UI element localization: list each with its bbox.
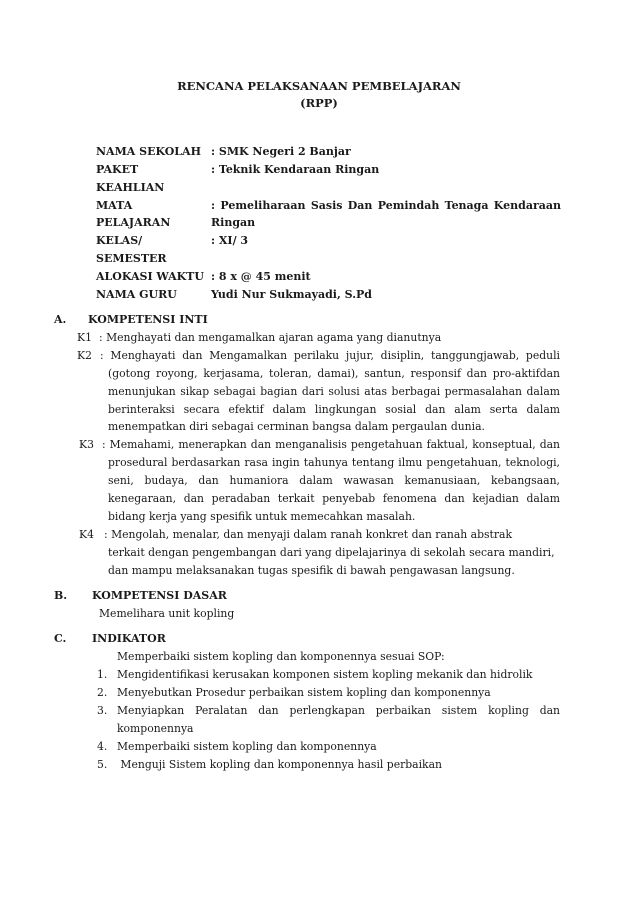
competency-text: (gotong royong, kerjasama, toleran, damai), santun, responsif dan pro-aktifdan [108, 367, 560, 380]
identity-value: : Pemeliharaan Sasis Dan Pemindah Tenaga Kendaraan [211, 199, 561, 212]
section-heading: KOMPETENSI DASAR [92, 589, 227, 602]
indicator-number: 2. [97, 686, 108, 699]
document-subtitle: (RPP) [300, 96, 338, 110]
indicator-text: komponennya [117, 722, 194, 735]
competency-code: K2 [77, 349, 92, 362]
identity-value: : Teknik Kendaraan Ringan [211, 163, 380, 176]
indicator-number: 1. [97, 668, 108, 681]
competency-text: kenegaraan, dan peradaban terkait penyebab fenomena dan kejadian dalam [108, 492, 560, 505]
identity-label: PAKET [96, 163, 139, 176]
competency-text: : Menghayati dan Mengamalkan perilaku jujur, disiplin, tanggungjawab, peduli [100, 349, 560, 362]
identity-label: SEMESTER [96, 252, 167, 265]
identity-label: ALOKASI WAKTU [96, 270, 204, 283]
indicator-number: 3. [97, 704, 108, 717]
section-letter: A. [54, 313, 67, 326]
indicator-text: Memperbaiki sistem kopling dan komponennya [117, 740, 377, 753]
identity-label: KELAS/ [96, 234, 143, 247]
competency-text: menempatkan diri sebagai cerminan bangsa dalam pergaulan dunia. [108, 420, 485, 433]
competency-text: : Mengolah, menalar, dan menyaji dalam ranah konkret dan ranah abstrak [104, 528, 513, 541]
identity-value: Yudi Nur Sukmayadi, S.Pd [211, 288, 372, 301]
competency-text: berinteraksi secara efektif dalam lingkungan sosial dan alam serta dalam [108, 403, 560, 416]
competency-text: : Memahami, menerapkan dan menganalisis pengetahuan faktual, konseptual, dan [102, 438, 560, 451]
indicator-intro: Memperbaiki sistem kopling dan komponennya sesuai SOP: [117, 650, 445, 663]
section-heading: INDIKATOR [92, 632, 166, 645]
section-letter: C. [54, 632, 67, 645]
competency-text: prosedural berdasarkan rasa ingin tahunya tentang ilmu pengetahuan, teknologi, [108, 456, 560, 469]
indicator-text: Menguji Sistem kopling dan komponennya hasil perbaikan [117, 758, 442, 771]
identity-label: KEAHLIAN [96, 181, 165, 194]
identity-label: NAMA SEKOLAH [96, 145, 201, 158]
identity-value: : SMK Negeri 2 Banjar [211, 145, 351, 158]
competency-code: K3 [79, 438, 94, 451]
competency-text: seni, budaya, dan humaniora dalam wawasan kemanusiaan, kebangsaan, [108, 474, 560, 487]
identity-label: NAMA GURU [96, 288, 177, 301]
indicator-text: Menyebutkan Prosedur perbaikan sistem kopling dan komponennya [117, 686, 491, 699]
competency-code: K1 [77, 331, 92, 344]
section-heading: KOMPETENSI INTI [88, 313, 208, 326]
indicator-text: Menyiapkan Peralatan dan perlengkapan perbaikan sistem kopling dan [117, 704, 560, 717]
identity-value: : XI/ 3 [211, 234, 249, 247]
indicator-number: 4. [97, 740, 108, 753]
competency-text: dan mampu melaksanakan tugas spesifik di bawah pengawasan langsung. [108, 564, 515, 577]
competency-text: terkait dengan pengembangan dari yang dipelajarinya di sekolah secara mandiri, [108, 546, 555, 559]
section-letter: B. [54, 589, 68, 602]
indicator-text: Mengidentifikasi kerusakan komponen sistem kopling mekanik dan hidrolik [117, 668, 533, 681]
basic-competency-text: Memelihara unit kopling [99, 607, 235, 620]
identity-value: : 8 x @ 45 menit [211, 270, 311, 283]
competency-text: : Menghayati dan mengamalkan ajaran agama yang dianutnya [99, 331, 442, 344]
competency-text: menunjukan sikap sebagai bagian dari solusi atas berbagai permasalahan dalam [108, 385, 560, 398]
indicator-number: 5. [97, 758, 108, 771]
identity-value: Ringan [211, 216, 256, 229]
identity-label: PELAJARAN [96, 216, 171, 229]
competency-text: bidang kerja yang spesifik untuk memecahkan masalah. [108, 510, 416, 523]
document-title: RENCANA PELAKSANAAN PEMBELAJARAN [177, 79, 461, 93]
competency-code: K4 [79, 528, 94, 541]
identity-label: MATA [96, 199, 133, 212]
